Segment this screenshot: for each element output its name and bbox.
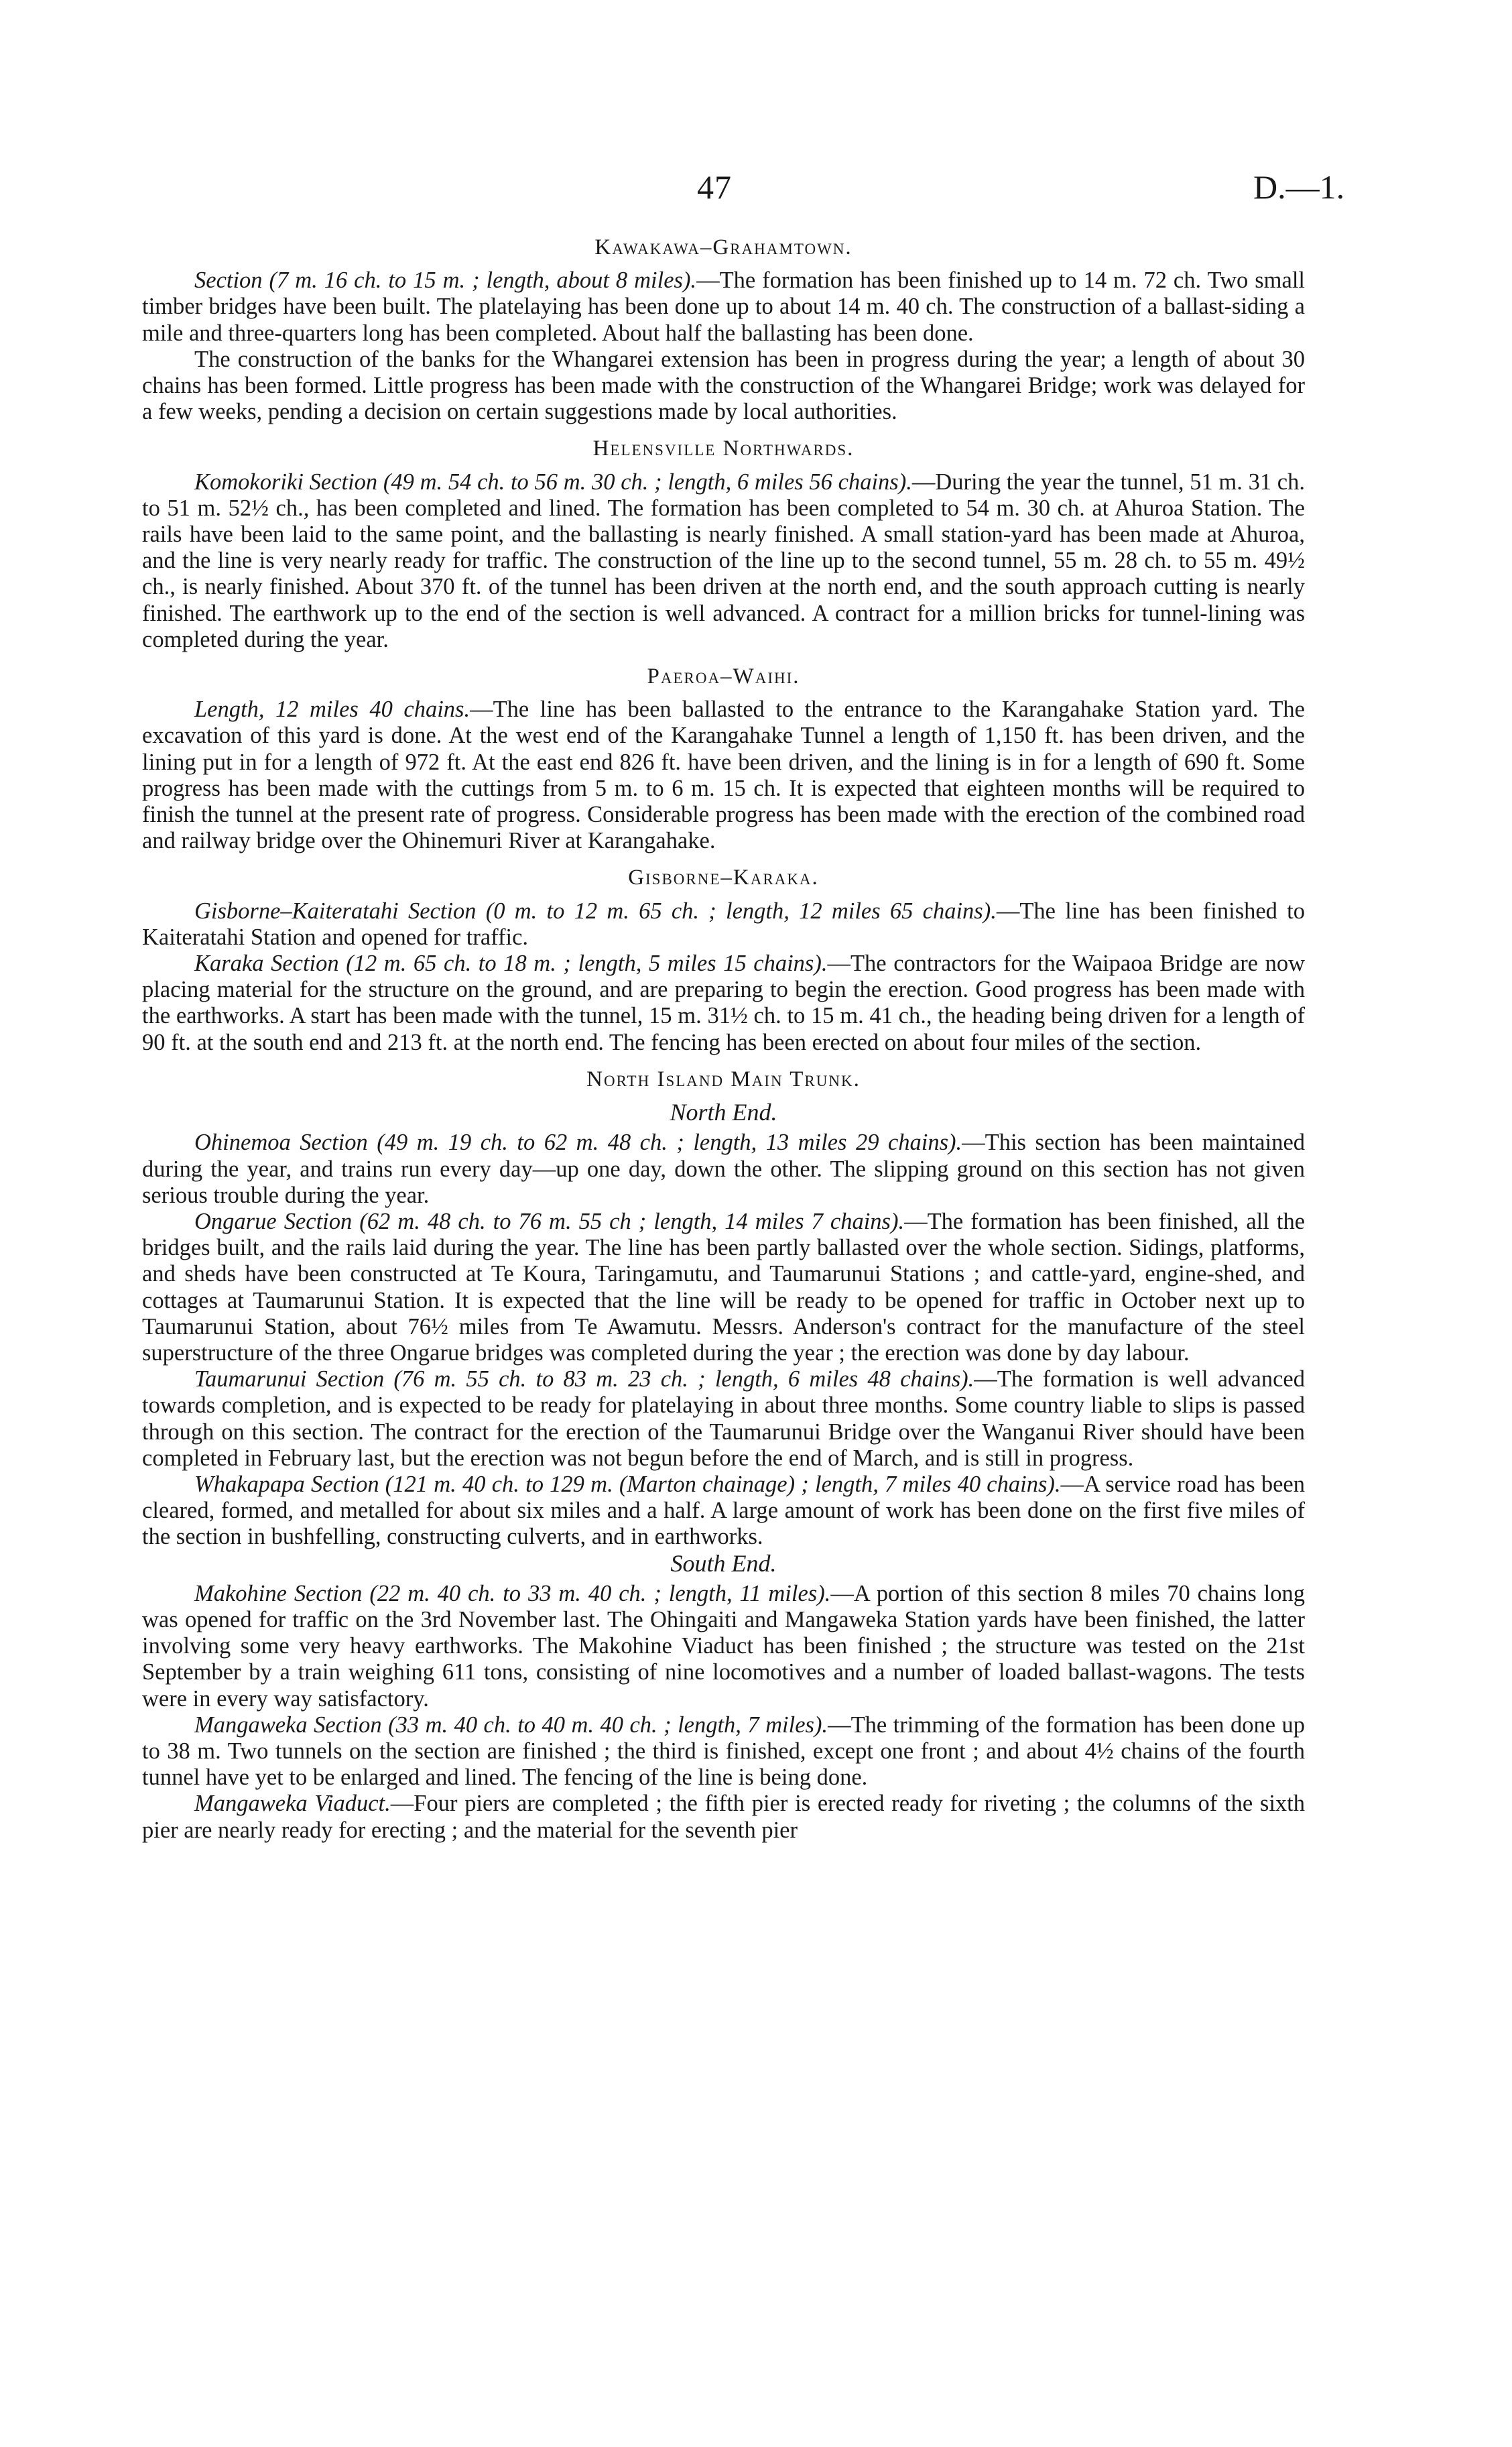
paragraph-text: —Four piers are completed ; the fifth pier is erected ready for riveting ; the columns of the sixth pier are nearly ready for erecting ; and the material for the seventh pier bbox=[142, 1791, 1306, 1843]
paragraph bbox=[142, 951, 1305, 1056]
paragraph-lead: Length, 12 miles 40 chains. bbox=[194, 697, 470, 723]
page-number: 47 bbox=[697, 168, 732, 206]
paragraph-lead: Taumarunui Section (76 m. 55 ch. to 83 m. 23 ch. ; length, 6 miles 48 chains). bbox=[194, 1366, 974, 1392]
paragraph-text: —This section has been maintained during the year, and trains run every day—up one day, down the other. The slipping ground on this section has not given serious trouble during the year. bbox=[142, 1130, 1306, 1208]
paragraph bbox=[142, 1130, 1305, 1209]
section-heading-helensville: Helensville Northwards. bbox=[592, 436, 855, 461]
paragraph bbox=[142, 1472, 1305, 1551]
paragraph bbox=[142, 1209, 1305, 1366]
paragraph-lead: Mangaweka Viaduct. bbox=[194, 1791, 391, 1817]
paragraph bbox=[142, 1366, 1305, 1472]
paragraph-text: —The formation has been finished up to 14 m. 72 ch. Two small timber bridges have been built. The platelaying has been done up to about 14 m. 40 ch. The construction of a ballast-siding a mile and three-quarters long has been completed. About half the ballasting has been done. bbox=[142, 267, 1305, 346]
paragraph-lead: Gisborne–Kaiteratahi Section (0 m. to 12 m. 65 ch. ; length, 12 miles 65 chains). bbox=[194, 898, 997, 924]
subheading-north-end: North End. bbox=[670, 1099, 777, 1126]
paragraph bbox=[142, 267, 1305, 347]
document-reference: D.—1. bbox=[1253, 168, 1345, 206]
paragraph-text: —The contractors for the Waipaoa Bridge are now placing material for the structure on the ground, and are preparing to begin the erection. Good progress has been made with the earthworks. A start has been made with the tunnel, 15 m. 31½ ch. to 15 m. 41 ch., the heading being driven for a length of 90 ft. at the south end and 213 ft. at the north end. The fencing has been erected on about four miles of the section. bbox=[142, 951, 1306, 1055]
paragraph-lead: Section (7 m. 16 ch. to 15 m. ; length, about 8 miles). bbox=[194, 267, 697, 294]
paragraph bbox=[142, 1581, 1305, 1712]
paragraph-text: —A service road has been cleared, formed, and metalled for about six miles and a half. A large amount of work has been done on the first five miles of the section in bushfelling, constructing culverts, and in earthworks. bbox=[142, 1471, 1305, 1550]
subheading-south-end: South End. bbox=[670, 1549, 777, 1577]
paragraph bbox=[142, 469, 1305, 653]
paragraph-lead: Ohinemoa Section (49 m. 19 ch. to 62 m. 48 ch. ; length, 13 miles 29 chains). bbox=[194, 1130, 962, 1156]
paragraph-text: —The trimming of the formation has been done up to 38 m. Two tunnels on the section are finished ; the third is finished, except one front ; and about 4½ chains of the fourth tunnel have yet to be enlarged and lined. The fencing of the line is being done. bbox=[142, 1712, 1305, 1791]
paragraph-text: —The line has been finished to Kaiteratahi Station and opened for traffic. bbox=[142, 898, 1305, 950]
paragraph bbox=[142, 1712, 1305, 1791]
paragraph bbox=[142, 697, 1305, 854]
section-heading-gisborne: Gisborne–Karaka. bbox=[628, 866, 819, 890]
paragraph-text: —The formation is well advanced towards completion, and is expected to be ready for platelaying in about three months. Some country liable to slips is passed through on this section. The contract for the erection of the Taumarunui Bridge over the Wanganui River should have been completed in February last, but the erection was not begun before the end of March, and is still in progress. bbox=[142, 1366, 1305, 1471]
paragraph-text: —The formation has been finished, all the bridges built, and the rails laid during the year. The line has been partly ballasted over the whole section. Sidings, platforms, and sheds have been constructed at Te Koura, Taringamutu, and Taumarunui Stations ; and cattle-yard, engine-shed, and cottages at Taumarunui Station. It is expected that the line will be ready to be opened for traffic in October next up to Taumarunui Station, about 76½ miles from Te Awamutu. Messrs. Anderson's contract for the manufacture of the steel superstructure of the three Ongarue bridges was completed during the year ; the erection was done by day labour. bbox=[142, 1208, 1306, 1366]
section-heading-paeroa: Paeroa–Waihi. bbox=[647, 664, 800, 689]
paragraph-lead: Whakapapa Section (121 m. 40 ch. to 129 m. (Marton chainage) ; length, 7 miles 40 chains). bbox=[194, 1471, 1061, 1497]
paragraph bbox=[142, 898, 1305, 951]
paragraph-text: —A portion of this section 8 miles 70 chains long was opened for traffic on the 3rd November last. The Ohingaiti and Mangaweka Station yards have been finished, the latter involving some very heavy earthworks. The Makohine Viaduct has been finished ; the structure was tested on the 21st September by a train weighing 611 tons, consisting of nine locomotives and a number of loaded ballast-wagons. The tests were in every way satisfactory. bbox=[142, 1580, 1305, 1712]
paragraph-text: The construction of the banks for the Whangarei extension has been in progress during the year; a length of about 30 chains has been formed. Little progress has been made with the construction of the Whangarei Bridge; work was delayed for a few weeks, pending a decision on certain suggestions made by local authorities. bbox=[142, 346, 1305, 425]
paragraph-text: —The line has been ballasted to the entrance to the Karangahake Station yard. The excavation of this yard is done. At the west end of the Karangahake Tunnel a length of 1,150 ft. has been driven, and the lining put in for a length of 972 ft. At the east end 826 ft. have been driven, and the lining is in for a length of 690 ft. Some progress has been made with the cuttings from 5 m. to 6 m. 15 ch. It is expected that eighteen months will be required to finish the tunnel at the present rate of progress. Considerable progress has been made with the erection of the combined road and railway bridge over the Ohinemuri River at Karangahake. bbox=[142, 697, 1305, 854]
section-heading-kawakawa: Kawakawa–Grahamtown. bbox=[594, 235, 853, 259]
page-body bbox=[142, 235, 1305, 1844]
paragraph-lead: Makohine Section (22 m. 40 ch. to 33 m. 40 ch. ; length, 11 miles). bbox=[194, 1580, 831, 1606]
paragraph-lead: Mangaweka Section (33 m. 40 ch. to 40 m. 40 ch. ; length, 7 miles). bbox=[194, 1712, 828, 1738]
paragraph-lead: Karaka Section (12 m. 65 ch. to 18 m. ; length, 5 miles 15 chains). bbox=[194, 951, 828, 977]
paragraph-lead: Ongarue Section (62 m. 48 ch. to 76 m. 55 ch ; length, 14 miles 7 chains). bbox=[194, 1208, 905, 1234]
paragraph bbox=[142, 347, 1305, 426]
section-heading-main-trunk: North Island Main Trunk. bbox=[586, 1067, 861, 1091]
paragraph-text: —During the year the tunnel, 51 m. 31 ch. to 51 m. 52½ ch., has been completed and lined. The formation has been completed to 54 m. 30 ch. at Ahuroa Station. The rails have been laid to the same point, and the ballasting is nearly finished. A small station-yard has been made at Ahuroa, and the line is very nearly ready for traffic. The construction of the line up to the second tunnel, 55 m. 28 ch. to 55 m. 49½ ch., is nearly finished. About 370 ft. of the tunnel has been driven at the north end, and the south approach cutting is nearly finished. The earthwork up to the end of the section is well advanced. A contract for a million bricks for tunnel-lining was completed during the year. bbox=[142, 469, 1305, 652]
paragraph-lead: Komokoriki Section (49 m. 54 ch. to 56 m. 30 ch. ; length, 6 miles 56 chains). bbox=[194, 469, 912, 495]
paragraph bbox=[142, 1791, 1305, 1843]
